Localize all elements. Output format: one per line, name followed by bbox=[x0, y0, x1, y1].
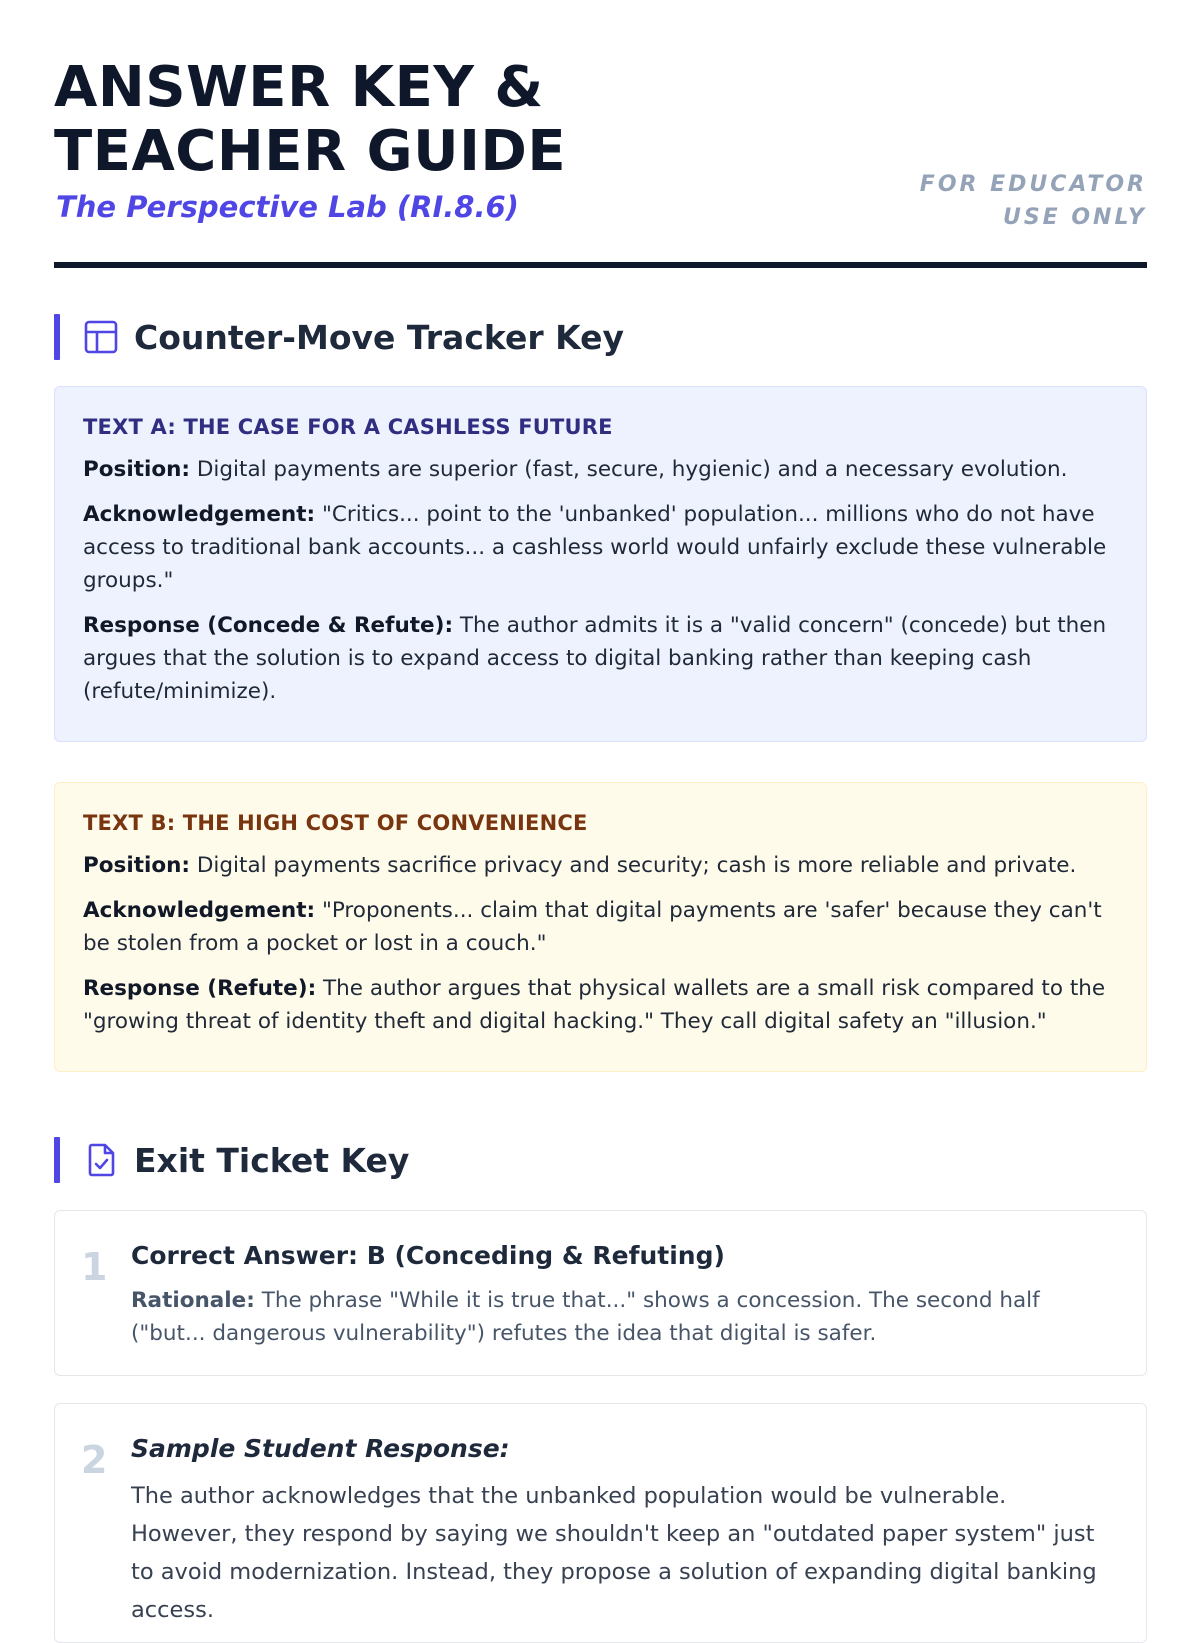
position-text: Digital payments sacrifice privacy and security; cash is more reliable and private. bbox=[196, 853, 1077, 878]
sample-response-text: The author acknowledges that the unbanked population would be vulnerable. However, they respond by saying we shouldn't keep an "outdated paper system" just to avoid modernization. Instead, they propose a solution of expanding digital banking access. bbox=[131, 1483, 1097, 1623]
acknowledgement-label: Acknowledgement: bbox=[83, 898, 316, 923]
page-title-line-1: ANSWER KEY & bbox=[54, 55, 544, 120]
text-b-position bbox=[83, 849, 1118, 882]
page-subtitle: The Perspective Lab (RI.8.6) bbox=[56, 190, 519, 224]
correct-answer-heading: Correct Answer: B (Conceding & Refuting) bbox=[131, 1241, 725, 1270]
acknowledgement-text: "Critics... point to the 'unbanked' population... millions who do not have access to traditional bank accounts... a cashless world would unfairly exclude these vulnerable groups." bbox=[83, 502, 1107, 593]
exit-ticket-item-1 bbox=[54, 1210, 1147, 1376]
text-b-label: TEXT B: THE HIGH COST OF CONVENIENCE bbox=[83, 811, 588, 835]
section-accent-bar bbox=[54, 314, 60, 360]
response-text: The author admits it is a "valid concern" (concede) but then argues that the solution is to expand access to digital banking rather than keeping cash (refute/minimize). bbox=[83, 613, 1107, 704]
sample-response-heading: Sample Student Response: bbox=[131, 1434, 510, 1463]
educator-use-note: FOR EDUCATOR USE ONLY bbox=[919, 172, 1147, 230]
exit-ticket-item-2 bbox=[54, 1403, 1147, 1643]
response-label: Response (Refute): bbox=[83, 976, 317, 1001]
exit-ticket-section-heading bbox=[54, 1136, 1147, 1184]
text-a-response bbox=[83, 609, 1118, 708]
item-number: 2 bbox=[81, 1438, 108, 1482]
text-a-card bbox=[54, 386, 1147, 742]
rationale-body: The phrase "While it is true that..." shows a concession. The second half ("but... dangerous vulnerability") refutes the idea that digital is safer. bbox=[131, 1288, 1040, 1346]
page-header bbox=[54, 56, 1147, 268]
text-a-acknowledgement bbox=[83, 498, 1118, 597]
text-a-label: TEXT A: THE CASE FOR A CASHLESS FUTURE bbox=[83, 415, 613, 439]
acknowledgement-label: Acknowledgement: bbox=[83, 502, 316, 527]
acknowledgement-text: "Proponents... claim that digital payments are 'safer' because they can't be stolen from a pocket or lost in a couch." bbox=[83, 898, 1102, 956]
text-b-card bbox=[54, 782, 1147, 1072]
response-text: The author argues that physical wallets are a small risk compared to the "growing threat of identity theft and digital hacking." They call digital safety an "illusion." bbox=[83, 976, 1106, 1034]
file-check-icon bbox=[84, 1143, 118, 1177]
position-text: Digital payments are superior (fast, secure, hygienic) and a necessary evolution. bbox=[196, 457, 1068, 482]
position-label: Position: bbox=[83, 457, 191, 482]
rationale-label: Rationale: bbox=[131, 1288, 255, 1313]
text-b-acknowledgement bbox=[83, 894, 1118, 960]
item-number: 1 bbox=[81, 1245, 108, 1289]
tracker-section-heading bbox=[54, 313, 1147, 361]
page-title-line-2: TEACHER GUIDE bbox=[54, 119, 567, 184]
rationale-text bbox=[131, 1284, 1118, 1350]
answer-key-page bbox=[54, 0, 1147, 1623]
item-body bbox=[131, 1241, 1118, 1350]
section-title: Exit Ticket Key bbox=[134, 1140, 410, 1180]
section-accent-bar bbox=[54, 1137, 60, 1183]
layout-icon bbox=[84, 320, 118, 354]
position-label: Position: bbox=[83, 853, 191, 878]
section-title: Counter-Move Tracker Key bbox=[134, 317, 624, 357]
text-b-response bbox=[83, 972, 1118, 1038]
text-a-position bbox=[83, 453, 1118, 486]
response-label: Response (Concede & Refute): bbox=[83, 613, 454, 638]
